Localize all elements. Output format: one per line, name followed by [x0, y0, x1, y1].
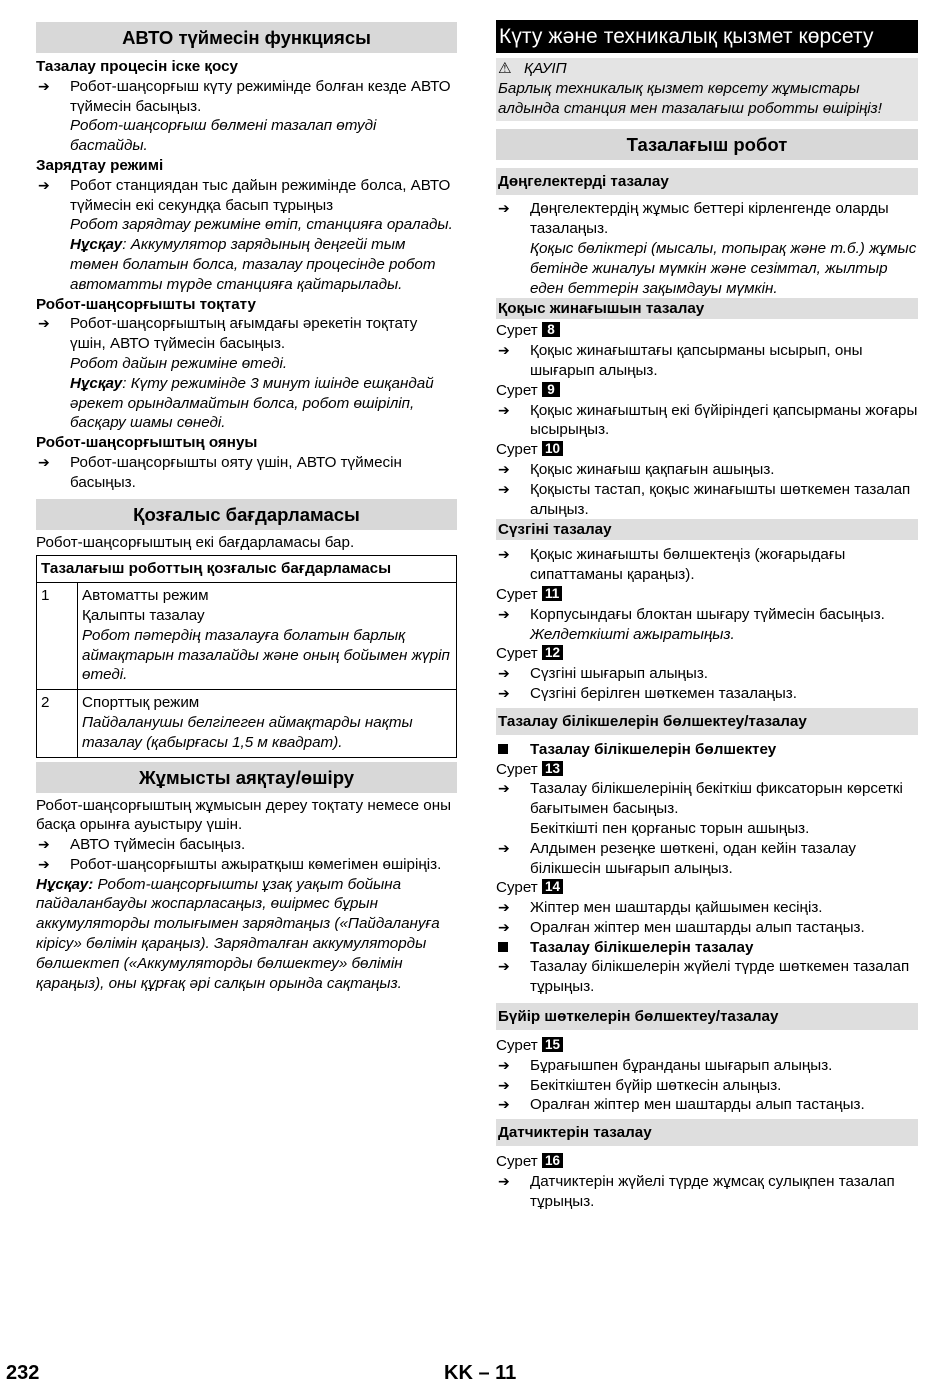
motion-program-heading: Қозғалыс бағдарламасы [36, 499, 457, 530]
page-code: KK – 11 [444, 1362, 517, 1384]
danger-box [496, 58, 918, 121]
figure-ref-14: Сурет 14 [496, 878, 918, 898]
rollers-removal-subheading: Тазалау білікшелерін бөлшектеу [496, 740, 918, 760]
filter-heading: Сүзгіні тазалау [496, 519, 918, 540]
dust-bin-heading: Қоқыс жинағышын тазалау [496, 298, 918, 319]
stop-robot-step: ➔ Робот-шаңсорғыштың ағымдағы әрекетін тоқтату үшін, АВТО түймесін басыңыз. Робот дайын режиміне өтеді. Нұсқау: Күту режимінде 3 минут ішінде ешқандай әрекет орындалмайтын болса, робот өшіріліп, басқару шамы сөнеді. [38, 315, 434, 432]
rollers-step-5: ➔ Тазалау білікшелерін жүйелі түрде шөткемен тазалап тұрыңыз. [498, 958, 910, 996]
figure-ref-13: Сурет 13 [496, 760, 918, 780]
finish-step-1: ➔ АВТО түймесін басыңыз. [38, 836, 246, 854]
arrow-right-icon: ➔ [498, 1056, 510, 1073]
figure-ref-9: Сурет 9 [496, 381, 918, 401]
wheels-note: Қоқыс бөліктері (мысалы, топырақ және т.б.) жұмыс бетінде жиналуы мүмкін және сезімтал, жылтыр еден беттерін зақымдауы мүмкін. [530, 239, 917, 297]
finish-work-heading: Жұмысты аяқтау/өшіру [36, 762, 457, 793]
care-maintenance-heading: Күту және техникалық қызмет көрсету [496, 20, 918, 53]
bullet-square-icon [498, 942, 508, 952]
filter-step-4: ➔ Сүзгіні берілген шөткемен тазалаңыз. [498, 684, 797, 702]
start-cleaning-step: ➔ Робот-шаңсорғыш күту режимінде болған кезде АВТО түймесін басыңыз. Робот-шаңсорғыш бөлмені тазалап өтуді бастайды. [38, 77, 451, 155]
arrow-right-icon: ➔ [38, 176, 50, 193]
motion-program-intro: Робот-шаңсорғыштың екі бағдарламасы бар. [36, 533, 355, 551]
side-step-3: ➔ Оралған жіптер мен шаштарды алып тастаңыз. [498, 1096, 865, 1114]
arrow-right-icon: ➔ [498, 401, 510, 418]
figure-ref-8: Сурет 8 [496, 321, 918, 341]
finish-work-intro: Робот-шаңсорғыштың жұмысын дереу тоқтату немесе оны басқа орынға ауыстыру үшін. [36, 796, 452, 834]
stop-robot-note: Нұсқау: Күту режимінде 3 минут ішінде ешқандай әрекет орындалмайтын болса, робот өшіріліп, басқару шамы сөнеді. [70, 374, 434, 432]
table-row: 2 Спорттық режим Пайдаланушы белгілеген аймақтарды нақты тазалау (қабырғасы 1,5 м квадрат). [37, 690, 457, 757]
rollers-step-1: ➔ Тазалау білікшелерінің бекіткіш фиксаторын көрсеткі бағытымен басыңыз. Бекіткішті пен қорғаныс торын ашыңыз. [498, 780, 903, 837]
stop-robot-result: Робот дайын режиміне өтеді. [70, 354, 288, 372]
filter-result: Желдеткішті ажыратыңыз. [530, 625, 735, 643]
rollers-cleaning-subheading: Тазалау білікшелерін тазалау [496, 938, 918, 958]
page-number: 232 [6, 1362, 40, 1384]
arrow-right-icon: ➔ [498, 1076, 510, 1093]
motion-program-table [36, 555, 457, 757]
arrow-right-icon: ➔ [498, 460, 510, 477]
bullet-square-icon [498, 744, 508, 754]
arrow-right-icon: ➔ [38, 453, 50, 470]
finish-note: Нұсқау: Робот-шаңсорғышты ұзақ уақыт бойына пайдаланбауды жоспарласаңыз, өшірмес бұрын аккумуляторды толығымен зарядтаңыз («Пайдалануға кірісу» бөлімін қараңыз). Зарядталған аккумуляторды бөлшектеп («Аккумуляторды бөлшектеу» бөлімін қараңыз), оны құрғақ әрі салқын орында сақтаңыз. [36, 875, 440, 992]
arrow-right-icon: ➔ [498, 780, 510, 797]
arrow-right-icon: ➔ [38, 315, 50, 332]
charge-mode-note: Нұсқау: Аккумулятор зарядының деңгейі тым төмен болатын болса, тазалау процесінде робот автоматты түрде станцияға қайтарылады. [70, 236, 436, 293]
filter-step-1: ➔ Қоқыс жинағышты бөлшектеңіз (жоғарыдағы сипаттаманы қараңыз). [498, 546, 846, 584]
filter-step-2: ➔ Корпусындағы блоктан шығару түймесін басыңыз. Желдеткішті ажыратыңыз. [498, 605, 885, 643]
start-cleaning-result: Робот-шаңсорғыш бөлмені тазалап өтуді бастайды. [70, 117, 377, 155]
bin-step-4: ➔ Қоқысты тастап, қоқыс жинағышты шөткемен тазалап алыңыз. [498, 480, 911, 518]
figure-ref-16: Сурет 16 [496, 1152, 918, 1172]
rollers-heading: Тазалау білікшелерін бөлшектеу/тазалау [496, 708, 918, 735]
bin-step-3: ➔ Қоқыс жинағыш қақпағын ашыңыз. [498, 460, 775, 478]
arrow-right-icon: ➔ [498, 342, 510, 359]
figure-ref-10: Сурет 10 [496, 440, 918, 460]
bin-step-2: ➔ Қоқыс жинағыштың екі бүйіріндегі қапсырманы жоғары ысырыңыз. [498, 401, 918, 439]
arrow-right-icon: ➔ [38, 77, 50, 94]
rollers-step-4: ➔ Оралған жіптер мен шаштарды алып тастаңыз. [498, 918, 865, 936]
arrow-right-icon: ➔ [498, 839, 510, 856]
rollers-step-2: ➔ Алдымен резеңке шөткені, одан кейін тазалау білікшесін шығарып алыңыз. [498, 839, 856, 877]
arrow-right-icon: ➔ [498, 899, 510, 916]
arrow-right-icon: ➔ [498, 1173, 510, 1190]
arrow-right-icon: ➔ [498, 665, 510, 682]
danger-text: Барлық техникалық қызмет көрсету жұмыстары алдында станция мен тазалағыш роботты өшіріңіз! [498, 79, 882, 117]
arrow-right-icon: ➔ [498, 200, 510, 217]
arrow-right-icon: ➔ [498, 605, 510, 622]
right-column [496, 0, 918, 1212]
charge-mode-step: ➔ Робот станциядан тыс дайын режимінде болса, АВТО түймесін екі секундқа басып тұрыңыз Робот зарядтау режиміне өтіп, станцияға оралады. Нұсқау: Аккумулятор зарядының деңгейі тым төмен болатын болса, тазалау процесінде робот автоматты түрде станцияға қайтарылады. [38, 176, 453, 293]
arrow-right-icon: ➔ [498, 918, 510, 935]
charge-mode-result: Робот зарядтау режиміне өтіп, станцияға оралады. [70, 216, 453, 234]
auto-button-heading: АВТО түймесін функциясы [36, 22, 457, 53]
side-step-2: ➔ Бекіткіштен бүйір шөткесін алыңыз. [498, 1076, 782, 1094]
arrow-right-icon: ➔ [498, 480, 510, 497]
table-header: Тазалағыш роботтың қозғалыс бағдарламасы [37, 556, 457, 583]
figure-ref-12: Сурет 12 [496, 644, 918, 664]
finish-step-2: ➔ Робот-шаңсорғышты ажыратқыш көмегімен өшіріңіз. [38, 855, 442, 873]
wake-robot-step: ➔ Робот-шаңсорғышты ояту үшін, АВТО түймесін басыңыз. [38, 453, 402, 491]
arrow-right-icon: ➔ [38, 836, 50, 853]
wheels-step: ➔ Дөңгелектердің жұмыс беттері кірленгенде оларды тазалаңыз. Қоқыс бөліктері (мысалы, топырақ және т.б.) жұмыс бетінде жиналуы мүмкін және сезімтал, жылтыр еден беттерін зақымдауы мүмкін. [498, 200, 917, 297]
table-row: 1 Автоматты режим Қалыпты тазалау Робот пәтердің тазалауға болатын барлық аймақтарын тазалайды және оның бойымен жүріп өтеді. [37, 583, 457, 690]
side-step-1: ➔ Бұрағышпен бұранданы шығарып алыңыз. [498, 1056, 833, 1074]
arrow-right-icon: ➔ [498, 684, 510, 701]
arrow-right-icon: ➔ [498, 546, 510, 563]
warning-triangle-icon: ⚠ [498, 60, 512, 77]
sensors-heading: Датчиктерін тазалау [496, 1119, 918, 1146]
stop-robot-subheading: Робот-шаңсорғышты тоқтату [36, 295, 256, 313]
arrow-right-icon: ➔ [498, 1096, 510, 1113]
bin-step-1: ➔ Қоқыс жинағыштағы қапсырманы ысырып, оны шығарып алыңыз. [498, 342, 863, 379]
arrow-right-icon: ➔ [498, 958, 510, 975]
left-column [36, 0, 457, 993]
cleaning-robot-heading: Тазалағыш робот [496, 129, 918, 160]
start-cleaning-subheading: Тазалау процесін іске қосу [36, 58, 238, 75]
figure-ref-11: Сурет 11 [496, 585, 918, 605]
side-brushes-heading: Бүйір шөткелерін бөлшектеу/тазалау [496, 1003, 918, 1030]
charge-mode-subheading: Зарядтау режимі [36, 156, 164, 174]
sensor-step: ➔ Датчиктерін жүйелі түрде жұмсақ сулықпен тазалап тұрыңыз. [498, 1173, 895, 1210]
danger-label: ҚАУІП [524, 60, 567, 77]
figure-ref-15: Сурет 15 [496, 1036, 918, 1056]
wake-robot-subheading: Робот-шаңсорғыштың оянуы [36, 434, 258, 452]
wheels-heading: Дөңгелектерді тазалау [496, 168, 918, 195]
filter-step-3: ➔ Сүзгіні шығарып алыңыз. [498, 665, 709, 683]
rollers-step-3: ➔ Жіптер мен шаштарды қайшымен кесіңіз. [498, 899, 823, 917]
arrow-right-icon: ➔ [38, 855, 50, 872]
